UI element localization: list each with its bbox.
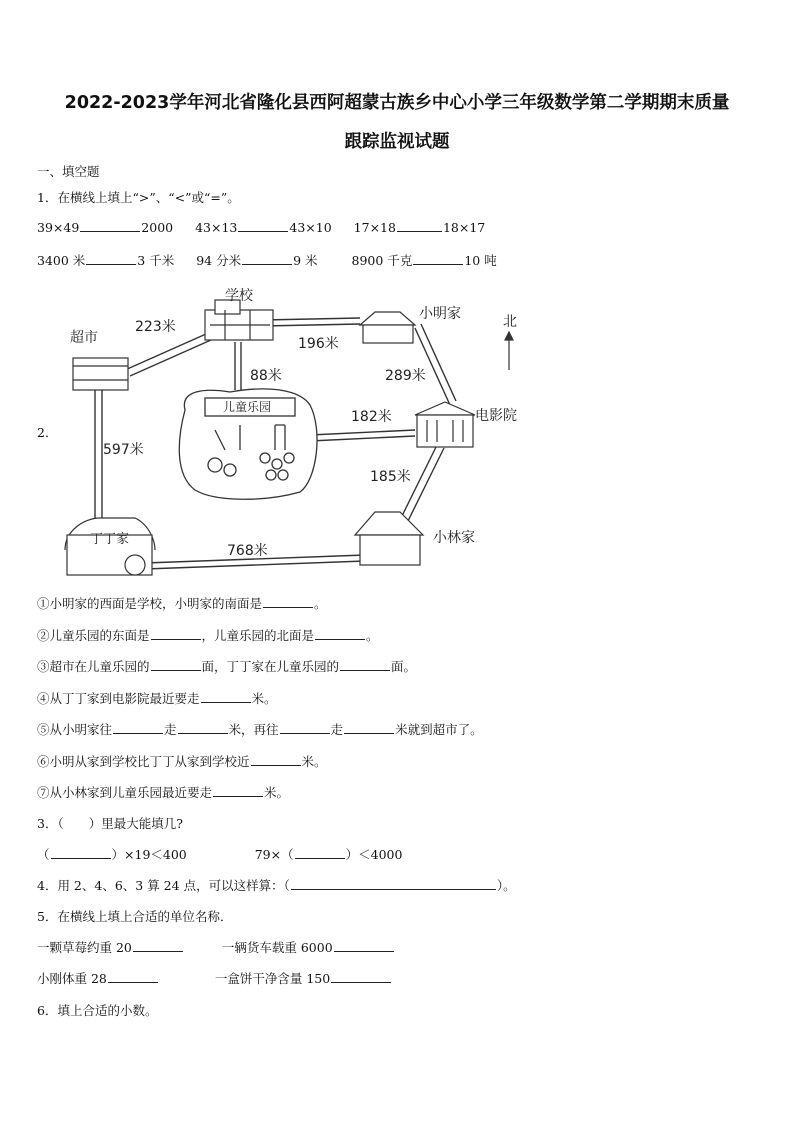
q5-stem: 5．在横线上填上合适的单位名称． (37, 909, 233, 924)
distance-dingding-xiaolin: 768米 (227, 543, 268, 559)
label-dingding: 丁丁家 (90, 532, 130, 547)
answer-blank[interactable] (108, 970, 158, 983)
label-school: 学校 (225, 288, 253, 304)
answer-blank[interactable] (86, 252, 136, 265)
answer-blank[interactable] (280, 721, 330, 734)
answer-blank[interactable] (334, 939, 394, 952)
label-park: 儿童乐园 (223, 400, 272, 414)
q2-item-5: ⑤从小明家往 走 米，再往 走 米就到超市了。 (37, 722, 483, 737)
distance-school-park: 88米 (250, 368, 282, 384)
q3-expressions: （ ）×19＜400 79×（ ）＜4000 (37, 847, 403, 862)
answer-blank[interactable] (291, 877, 496, 890)
label-supermarket: 超市 (70, 330, 98, 346)
answer-blank[interactable] (113, 721, 163, 734)
answer-blank[interactable] (413, 252, 463, 265)
q1-expr: 10 吨 (464, 253, 497, 268)
q2-item-2: ②儿童乐园的东面是 ，儿童乐园的北面是 。 (37, 628, 379, 643)
q2-number: 2． (37, 425, 58, 440)
q1-expr: 17×18 (353, 220, 396, 235)
answer-blank[interactable] (80, 219, 140, 232)
north-label: 北 (503, 314, 517, 330)
section-heading: 一、填空题 (37, 164, 100, 179)
q1-expr: 43×13 (195, 220, 238, 235)
answer-blank[interactable] (151, 627, 201, 640)
q1-expr: 3 千米 (137, 253, 175, 268)
answer-blank[interactable] (315, 627, 365, 640)
xiaolin-house (355, 512, 423, 565)
answer-blank[interactable] (238, 219, 288, 232)
answer-blank[interactable] (242, 252, 292, 265)
xiaoming-house (360, 312, 415, 343)
label-xiaolin: 小林家 (433, 530, 475, 546)
distance-park-cinema: 182米 (351, 409, 392, 425)
school-building (205, 300, 273, 340)
distance-supermarket-school: 223米 (135, 319, 176, 335)
distance-school-xiaoming: 196米 (298, 336, 339, 352)
q5-row-2: 小刚体重 28 一盒饼干净含量 150 (37, 969, 392, 987)
title-line-2: 跟踪监视试题 (344, 132, 450, 152)
north-arrow-icon (505, 332, 513, 370)
q1-expr: 18×17 (442, 220, 486, 235)
answer-blank[interactable] (340, 658, 390, 671)
answer-blank[interactable] (295, 846, 345, 859)
cinema-building (415, 402, 475, 447)
answer-blank[interactable] (397, 219, 442, 232)
supermarket-building (73, 358, 128, 390)
answer-blank[interactable] (344, 721, 394, 734)
q1-row-2 (37, 251, 497, 269)
q2-item-1: ①小明家的西面是学校，小明家的南面是 。 (37, 596, 327, 611)
direction-map (55, 280, 545, 580)
answer-blank[interactable] (51, 846, 111, 859)
q6-stem: 6．填上合适的小数。 (37, 1003, 158, 1018)
answer-blank[interactable] (201, 690, 251, 703)
label-cinema: 电影院 (475, 408, 517, 424)
distance-cinema-xiaolin: 185米 (370, 469, 411, 485)
q1-stem: 1．在横线上填上“>”、“<”或“=”。 (37, 190, 240, 205)
q4-line: 4．用 2、4、6、3 算 24 点，可以这样算：（ ）。 (37, 878, 516, 893)
answer-blank[interactable] (331, 970, 391, 983)
q2-item-7: ⑦从小林家到儿童乐园最近要走 米。 (37, 785, 290, 800)
q1-expr: 9 米 (293, 253, 318, 268)
answer-blank[interactable] (133, 939, 183, 952)
q2-item-4: ④从丁丁家到电影院最近要走 米。 (37, 691, 277, 706)
label-xiaoming: 小明家 (419, 306, 461, 322)
q1-expr: 2000 (141, 220, 174, 235)
q1-expr: 3400 米 (37, 253, 86, 268)
answer-blank[interactable] (251, 753, 301, 766)
q5-row-1: 一颗草莓约重 20 一辆货车载重 6000 (37, 938, 395, 956)
q2-item-3: ③超市在儿童乐园的 面，丁丁家在儿童乐园的 面。 (37, 659, 417, 674)
distance-xiaoming-cinema: 289米 (385, 368, 426, 384)
q3-stem: 3．（ ）里最大能填几? (37, 816, 183, 831)
q1-expr: 39×49 (37, 220, 80, 235)
answer-blank[interactable] (178, 721, 228, 734)
q1-expr: 8900 千克 (351, 253, 413, 268)
q1-expr: 43×10 (289, 220, 332, 235)
q1-row-1 (37, 219, 485, 235)
q1-expr: 94 分米 (196, 253, 242, 268)
distance-supermarket-dingding: 597米 (103, 442, 144, 458)
answer-blank[interactable] (263, 595, 313, 608)
answer-blank[interactable] (151, 658, 201, 671)
q2-item-6: ⑥小明从家到学校比丁丁从家到学校近 米。 (37, 754, 327, 769)
title-line-1: 2022-2023学年河北省隆化县西阿超蒙古族乡中心小学三年级数学第二学期期末质量 (64, 93, 730, 113)
answer-blank[interactable] (213, 784, 263, 797)
